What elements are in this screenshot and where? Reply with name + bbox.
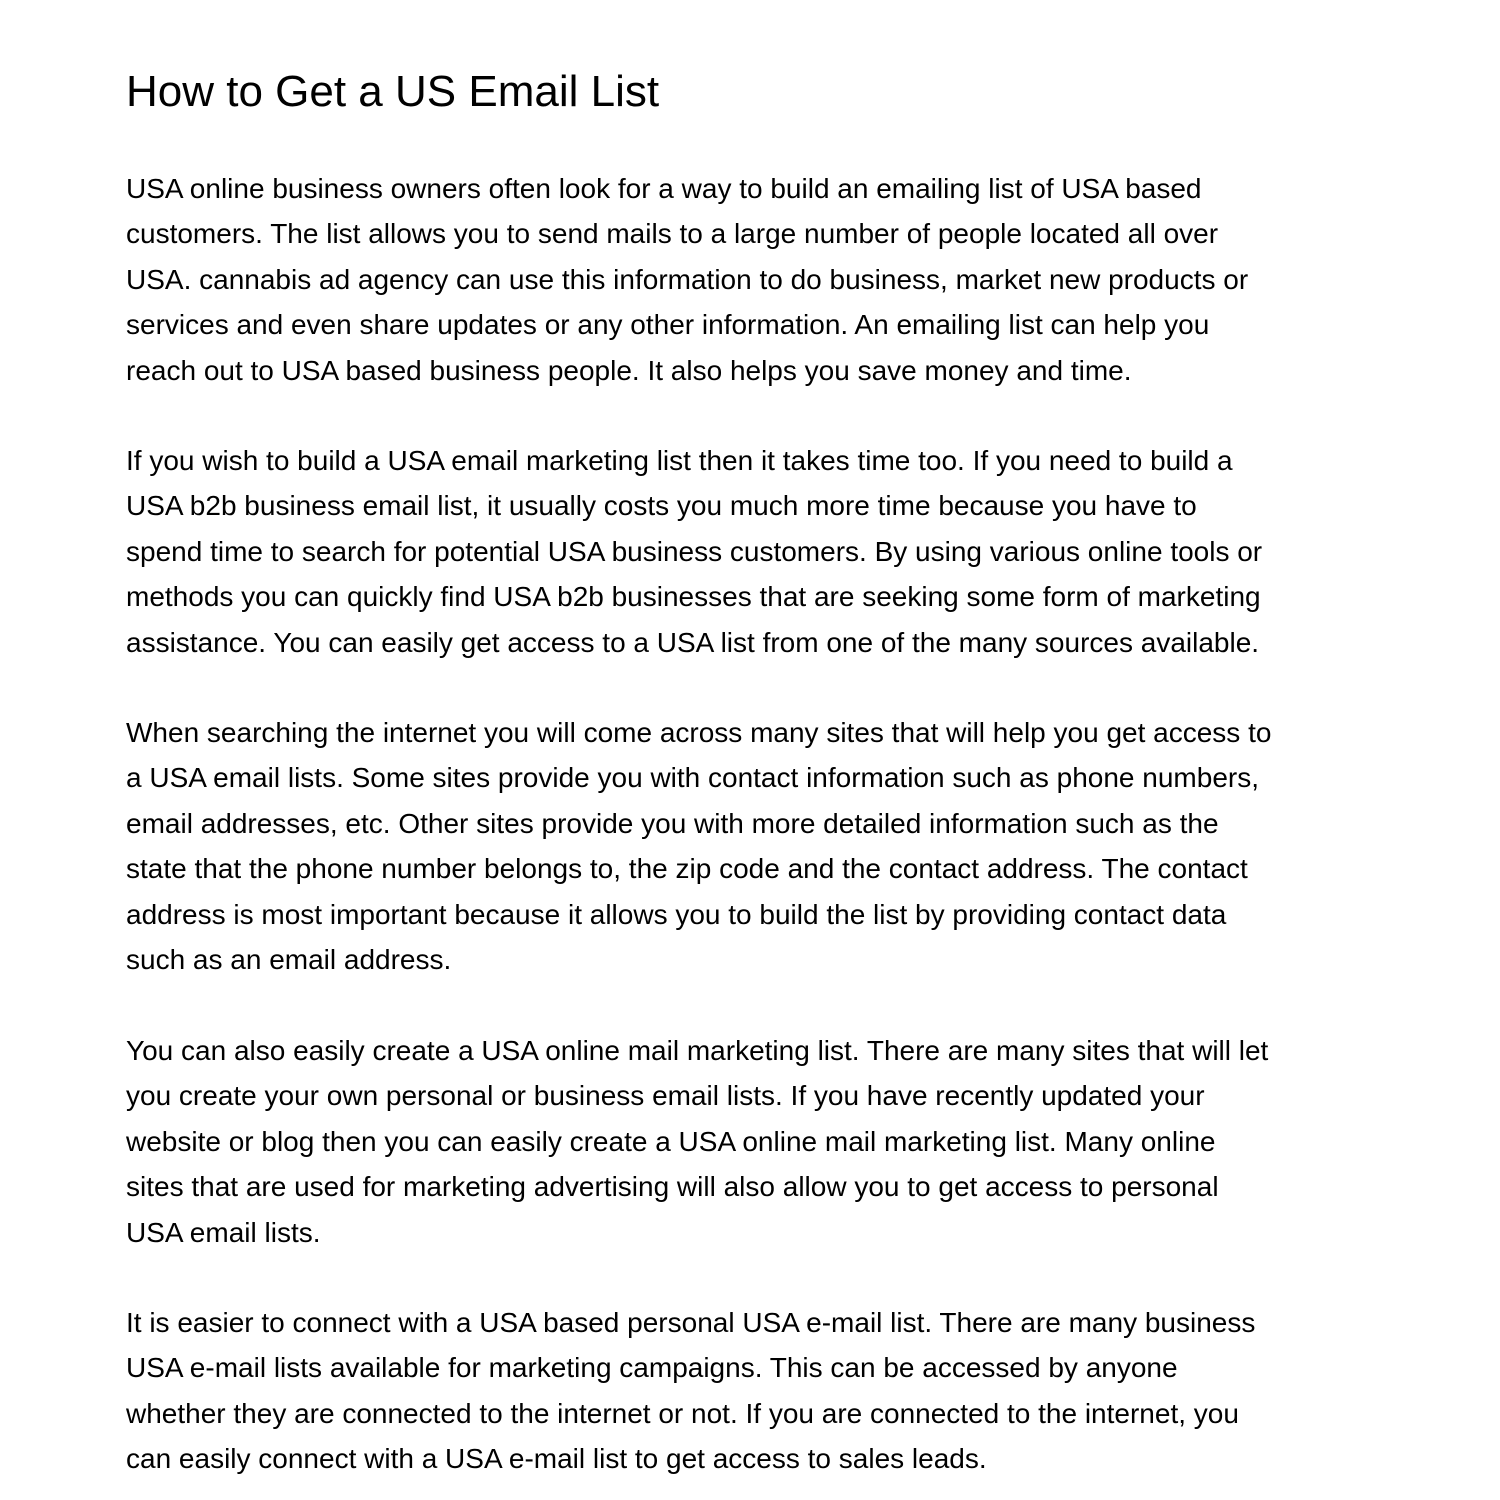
paragraph-line: It is easier to connect with a USA based personal USA e-mail list. There are many business (126, 1307, 1256, 1338)
paragraph-line: email addresses, etc. Other sites provide you with more detailed information such as the (126, 807, 1219, 839)
paragraph-5 (126, 1300, 1376, 1482)
paragraph-line: spend time to search for potential USA business customers. By using various online tools or (126, 535, 1263, 567)
paragraph-line: such as an email address. (126, 944, 452, 976)
paragraph-line: assistance. You can easily get access to a USA list from one of the many sources available. (126, 626, 1260, 658)
paragraph-3 (126, 710, 1376, 982)
paragraph-line: address is most important because it allows you to build the list by providing contact data (126, 898, 1227, 930)
paragraph-2 (126, 438, 1376, 665)
paragraph-line: If you wish to build a USA email marketing list then it takes time too. If you need to build a (126, 445, 1233, 476)
paragraph-line: USA. cannabis ad agency can use this information to do business, market new products or (126, 263, 1249, 295)
paragraph-line: USA b2b business email list, it usually costs you much more time because you have to (126, 490, 1197, 522)
paragraph-line: When searching the internet you will come across many sites that will help you get access to (126, 717, 1272, 748)
paragraph-line: whether they are connected to the internet or not. If you are connected to the internet, you (126, 1397, 1239, 1429)
paragraph-line: website or blog then you can easily create a USA online mail marketing list. Many online (126, 1125, 1216, 1157)
paragraph-line: state that the phone number belongs to, the zip code and the contact address. The contact (126, 853, 1248, 885)
paragraph-line: methods you can quickly find USA b2b businesses that are seeking some form of marketing (126, 581, 1261, 613)
paragraph-line: services and even share updates or any other information. An emailing list can help you (126, 309, 1210, 341)
paragraph-line: USA online business owners often look for a way to build an emailing list of USA based (126, 173, 1202, 204)
paragraph-line: reach out to USA based business people. It also helps you save money and time. (126, 354, 1132, 386)
paragraph-line: a USA email lists. Some sites provide you with contact information such as phone numbers, (126, 762, 1259, 794)
paragraph-line: You can also easily create a USA online mail marketing list. There are many sites that will let (126, 1035, 1269, 1066)
paragraph-line: USA e-mail lists available for marketing campaigns. This can be accessed by anyone (126, 1352, 1178, 1384)
paragraph-line: sites that are used for marketing advertising will also allow you to get access to personal (126, 1171, 1219, 1203)
document-title: How to Get a US Email List (126, 67, 660, 116)
paragraph-1 (126, 166, 1376, 393)
paragraph-4 (126, 1028, 1376, 1255)
paragraph-line: you create your own personal or business email lists. If you have recently updated your (126, 1080, 1205, 1112)
paragraph-line: USA email lists. (126, 1216, 321, 1248)
paragraph-line: can easily connect with a USA e-mail list to get access to sales leads. (126, 1443, 987, 1475)
paragraph-line: customers. The list allows you to send mails to a large number of people located all over (126, 218, 1219, 250)
